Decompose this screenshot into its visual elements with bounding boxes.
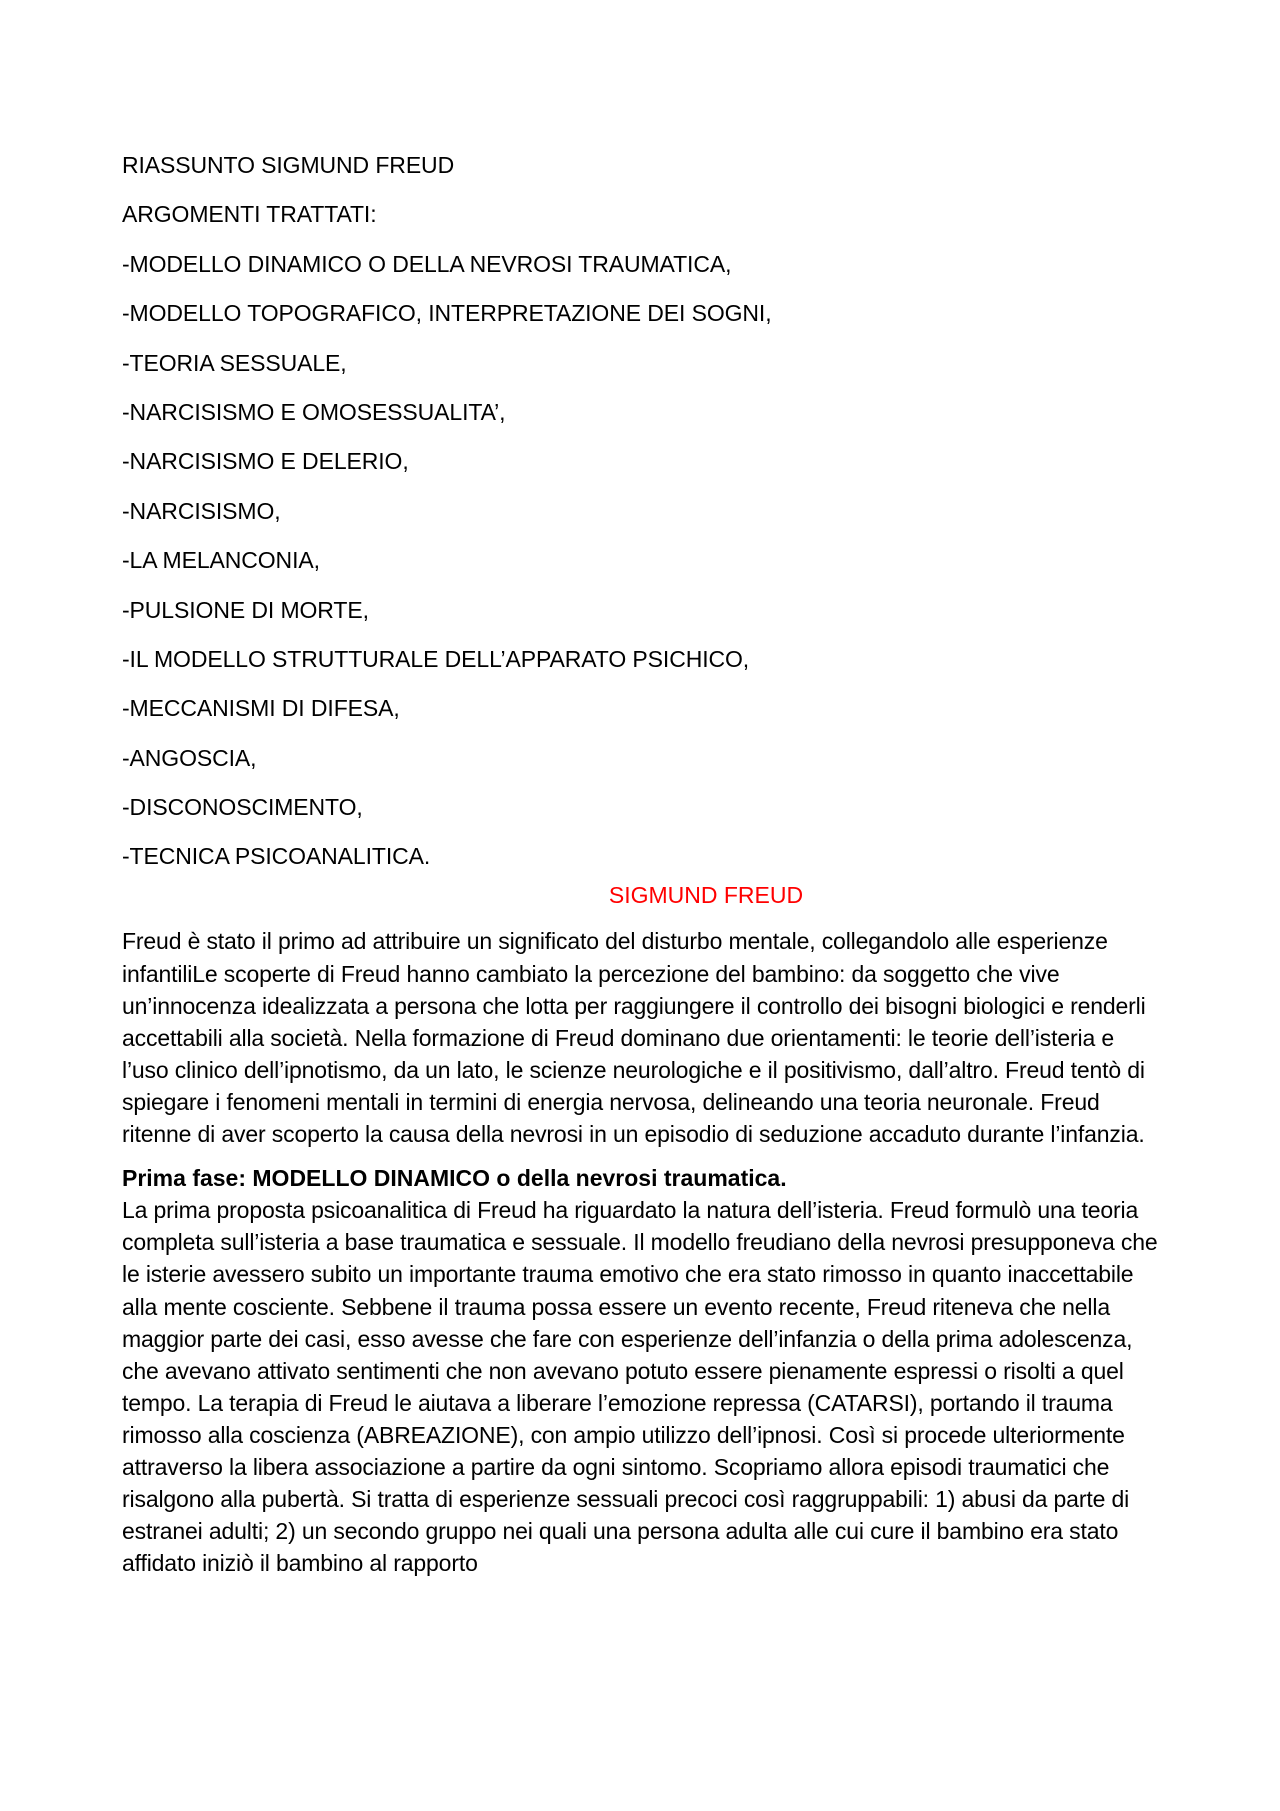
topics-heading: ARGOMENTI TRATTATI: — [122, 201, 377, 228]
topic-item: -TECNICA PSICOANALITICA. — [122, 843, 431, 870]
topic-item: -MODELLO TOPOGRAFICO, INTERPRETAZIONE DEI SOGNI, — [122, 300, 772, 327]
topic-item: -MECCANISMI DI DIFESA, — [122, 695, 400, 722]
topics-list — [122, 251, 1160, 871]
topic-item: -ANGOSCIA, — [122, 744, 257, 771]
section-title: SIGMUND FREUD — [608, 882, 804, 909]
topic-item: -TEORIA SESSUALE, — [122, 349, 347, 376]
topic-item: -NARCISISMO E OMOSESSUALITA’, — [122, 398, 506, 425]
intro-paragraph: Freud è stato il primo ad attribuire un significato del disturbo mentale, collegandolo alle esperienze infantiliLe scoperte di Freud hanno cambiato la percezione del bambino: da soggetto che vive un’innocenza idealizzata a persona che lotta per raggiungere il controllo dei bisogni biologici e renderli accettabili alla società. Nella formazione di Freud dominano due orientamenti: le teorie dell’isteria e l’uso clinico dell’ipnotismo, da un lato, le scienze neurologiche e il positivismo, dall’altro. Freud tentò di spiegare i fenomeni mentali in termini di energia nervosa, delineando una teoria neuronale. Freud ritenne di aver scoperto la causa della nevrosi in un episodio di seduzione accaduto durante l’infanzia. — [122, 928, 1146, 1148]
topic-item: -DISCONOSCIMENTO, — [122, 794, 363, 821]
document-title: RIASSUNTO SIGMUND FREUD — [122, 152, 455, 178]
topic-item: -IL MODELLO STRUTTURALE DELL’APPARATO PSICHICO, — [122, 645, 750, 672]
topic-item: -MODELLO DINAMICO O DELLA NEVROSI TRAUMATICA, — [122, 250, 732, 277]
topic-item: -NARCISISMO, — [122, 497, 281, 524]
phase-paragraph: La prima proposta psicoanalitica di Freud ha riguardato la natura dell’isteria. Freud formulò una teoria completa sull’isteria a base traumatica e sessuale. Il modello freudiano della nevrosi presupponeva che le isterie avessero subito un importante trauma emotivo che era stato rimosso in quanto inaccettabile alla mente cosciente. Sebbene il trauma possa essere un evento recente, Freud riteneva che nella maggior parte dei casi, esso avesse che fare con esperienze dell’infanzia o della prima adolescenza, che avevano attivato sentimenti che non avevano potuto essere pienamente espressi o risolti a quel tempo. La terapia di Freud le aiutava a liberare l’emozione repressa (CATARSI), portando il trauma rimosso alla coscienza (ABREAZIONE), con ampio utilizzo dell’ipnosi. Così si procede ulteriormente attraverso la libera associazione a partire da ogni sintomo. Scopriamo allora episodi traumatici che risalgono alla pubertà. Si tratta di esperienze sessuali precoci così raggruppabili: 1) abusi da parte di estranei adulti; 2) un secondo gruppo nei quali una persona adulta alle cui cure il bambino era stato affidato iniziò il bambino al rapporto — [122, 1197, 1158, 1577]
topic-item: -NARCISISMO E DELERIO, — [122, 448, 409, 475]
topic-item: -LA MELANCONIA, — [122, 547, 320, 574]
topic-item: -PULSIONE DI MORTE, — [122, 596, 369, 623]
phase-heading: Prima fase: MODELLO DINAMICO o della nevrosi traumatica. — [122, 1165, 787, 1192]
